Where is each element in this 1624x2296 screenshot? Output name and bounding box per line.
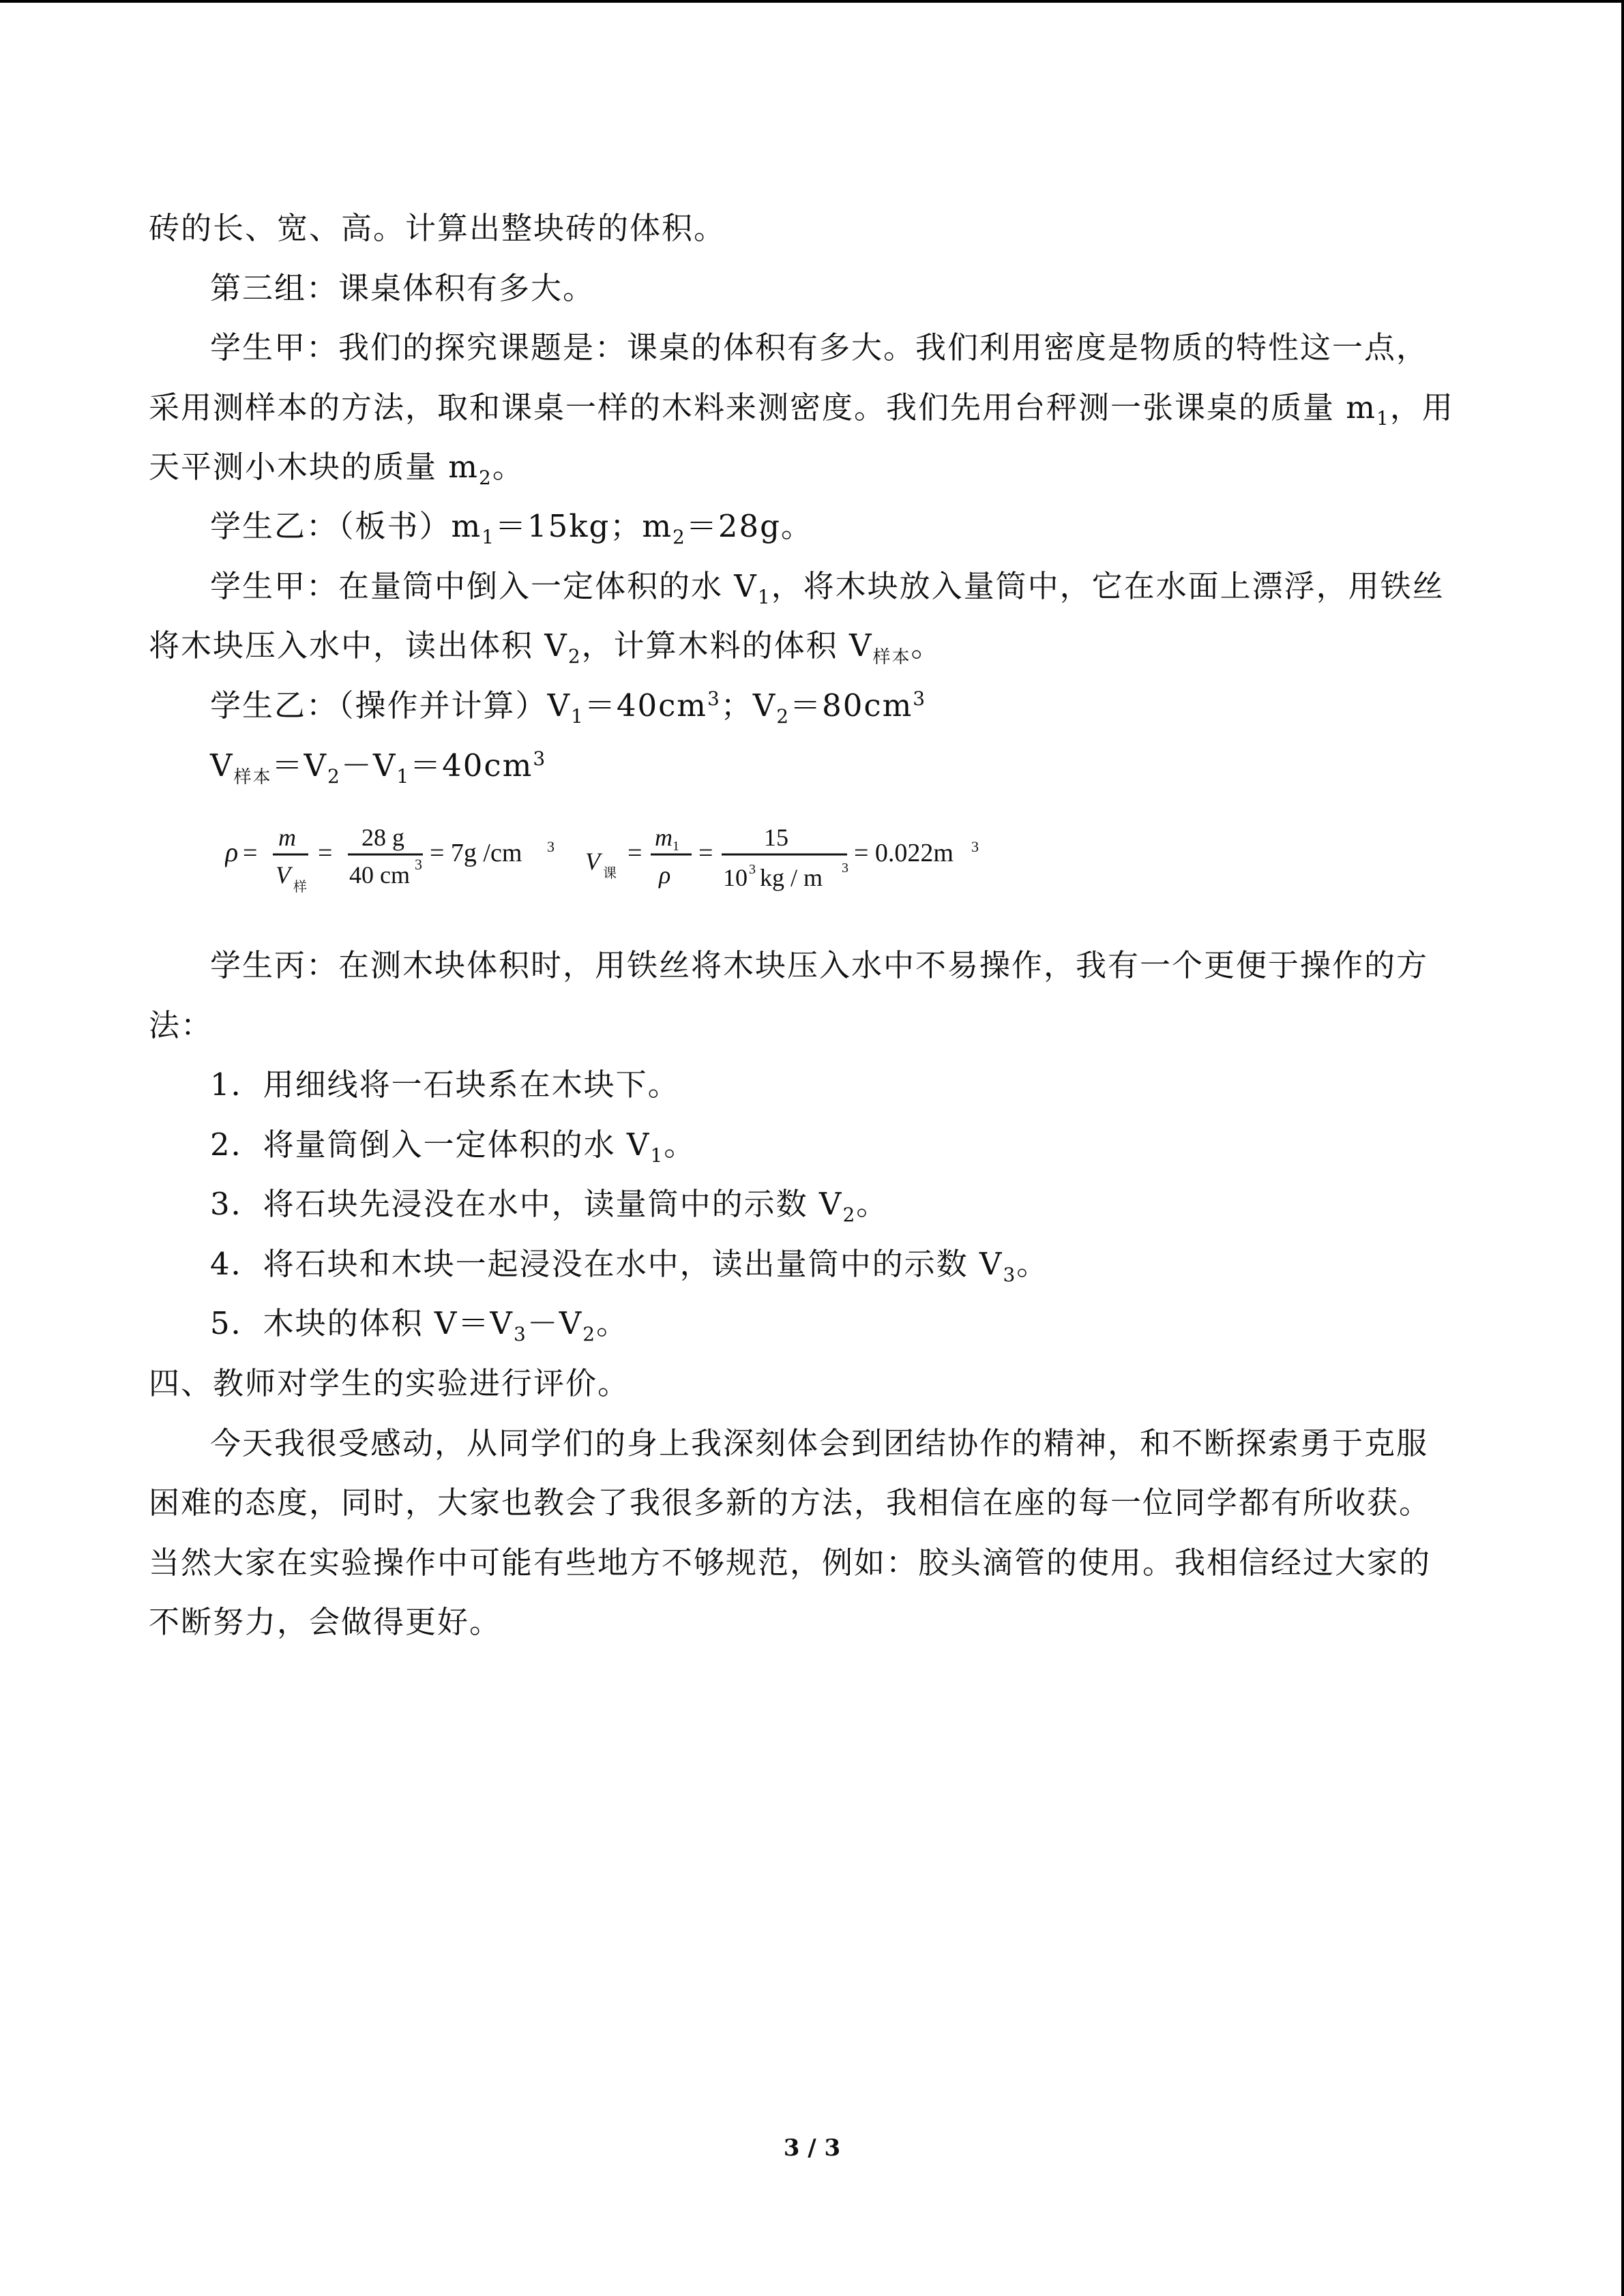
formula-den-unit: kg / m [760, 864, 823, 891]
formula-num: 28 g [361, 824, 404, 851]
step-item: 1．用细线将一石块系在木块下。 [210, 1067, 680, 1103]
formula-sup: 3 [971, 838, 979, 855]
formula-rho: ρ [659, 861, 671, 889]
formula-sup: 3 [842, 861, 848, 876]
text-line: 天平测小木块的质量 $m_2$。 [149, 449, 525, 489]
page-border-top [0, 0, 1624, 3]
density-formula [225, 815, 1009, 904]
text-line: 当然大家在实验操作中可能有些地方不够规范，例如：胶头滴管的使用。我相信经过大家的 [149, 1545, 1432, 1581]
section-heading: 四、教师对学生的实验进行评价。 [149, 1365, 630, 1401]
group-heading: 第三组：课桌体积有多大。 [210, 270, 595, 306]
formula-eq: = [318, 839, 333, 867]
text-line: 今天我很受感动，从同学们的身上我深刻体会到团结协作的精神，和不断探索勇于克服 [210, 1425, 1429, 1461]
text-line: 法： [149, 1007, 213, 1043]
formula-sup: 3 [749, 862, 756, 877]
step-item: 3．将石块先浸没在水中，读量筒中的示数 $V_2$。 [210, 1186, 889, 1226]
formula-den: 10 [723, 864, 748, 891]
formula-m1: m [655, 824, 673, 851]
formula-v: V [276, 861, 291, 889]
formula-eq: = [243, 839, 258, 867]
formula-sup: 3 [547, 838, 555, 855]
text-line: 学生乙：（操作并计算）$V_1=40cm^3$；$V_2=80cm^3$ [210, 687, 927, 728]
text-line: 不断努力，会做得更好。 [149, 1604, 502, 1640]
step-item: 5．木块的体积 $V=V_3-V_2$。 [210, 1305, 629, 1345]
step-item: 2．将量筒倒入一定体积的水 $V_1$。 [210, 1127, 696, 1167]
text-line: 学生甲：在量筒中倒入一定体积的水 $V_1$，将木块放入量筒中，它在水面上漂浮，用铁丝 [210, 568, 1445, 608]
text-line: 砖的长、宽、高。计算出整块砖的体积。 [149, 210, 726, 246]
formula-sub: 样 [293, 880, 307, 895]
step-item: 4．将石块和木块一起浸没在水中，读出量筒中的示数 $V_3$。 [210, 1246, 1049, 1286]
formula-num: 15 [764, 824, 788, 851]
formula-rho: ρ [225, 837, 239, 867]
formula-result: = 7g /cm [430, 839, 522, 867]
text-line: 学生甲：我们的探究课题是：课桌的体积有多大。我们利用密度是物质的特性这一点， [210, 329, 1429, 366]
text-line: 困难的态度，同时，大家也教会了我很多新的方法，我相信在座的每一位同学都有所收获。 [149, 1485, 1432, 1521]
formula-v: V [585, 848, 600, 875]
formula-eq: = [698, 839, 713, 867]
text-line: 采用测样本的方法，取和课桌一样的木料来测密度。我们先用台秤测一张课桌的质量 $m_1$，用 [149, 389, 1454, 430]
text-line: 将木块压入水中，读出体积 $V_2$，计算木料的体积 $V_{样本}$。 [149, 627, 943, 668]
page-number: 3 / 3 [783, 2134, 841, 2162]
formula-sub: 1 [673, 839, 679, 854]
page-border-right [1621, 0, 1624, 2296]
text-line: 学生丙：在测木块体积时，用铁丝将木块压入水中不易操作，我有一个更便于操作的方 [210, 947, 1429, 983]
formula-result: = 0.022m [854, 839, 954, 867]
formula-eq: = [628, 839, 643, 867]
text-line: $V_{样本}=V_2-V_1=40cm^3$ [210, 747, 547, 788]
formula-sub: 课 [603, 866, 617, 881]
formula-den: 40 cm [349, 861, 410, 889]
formula-m: m [278, 824, 296, 851]
formula-sup: 3 [415, 856, 422, 873]
text-line: 学生乙：（板书）$m_1=15kg$；$m_2=28g$。 [210, 508, 813, 548]
